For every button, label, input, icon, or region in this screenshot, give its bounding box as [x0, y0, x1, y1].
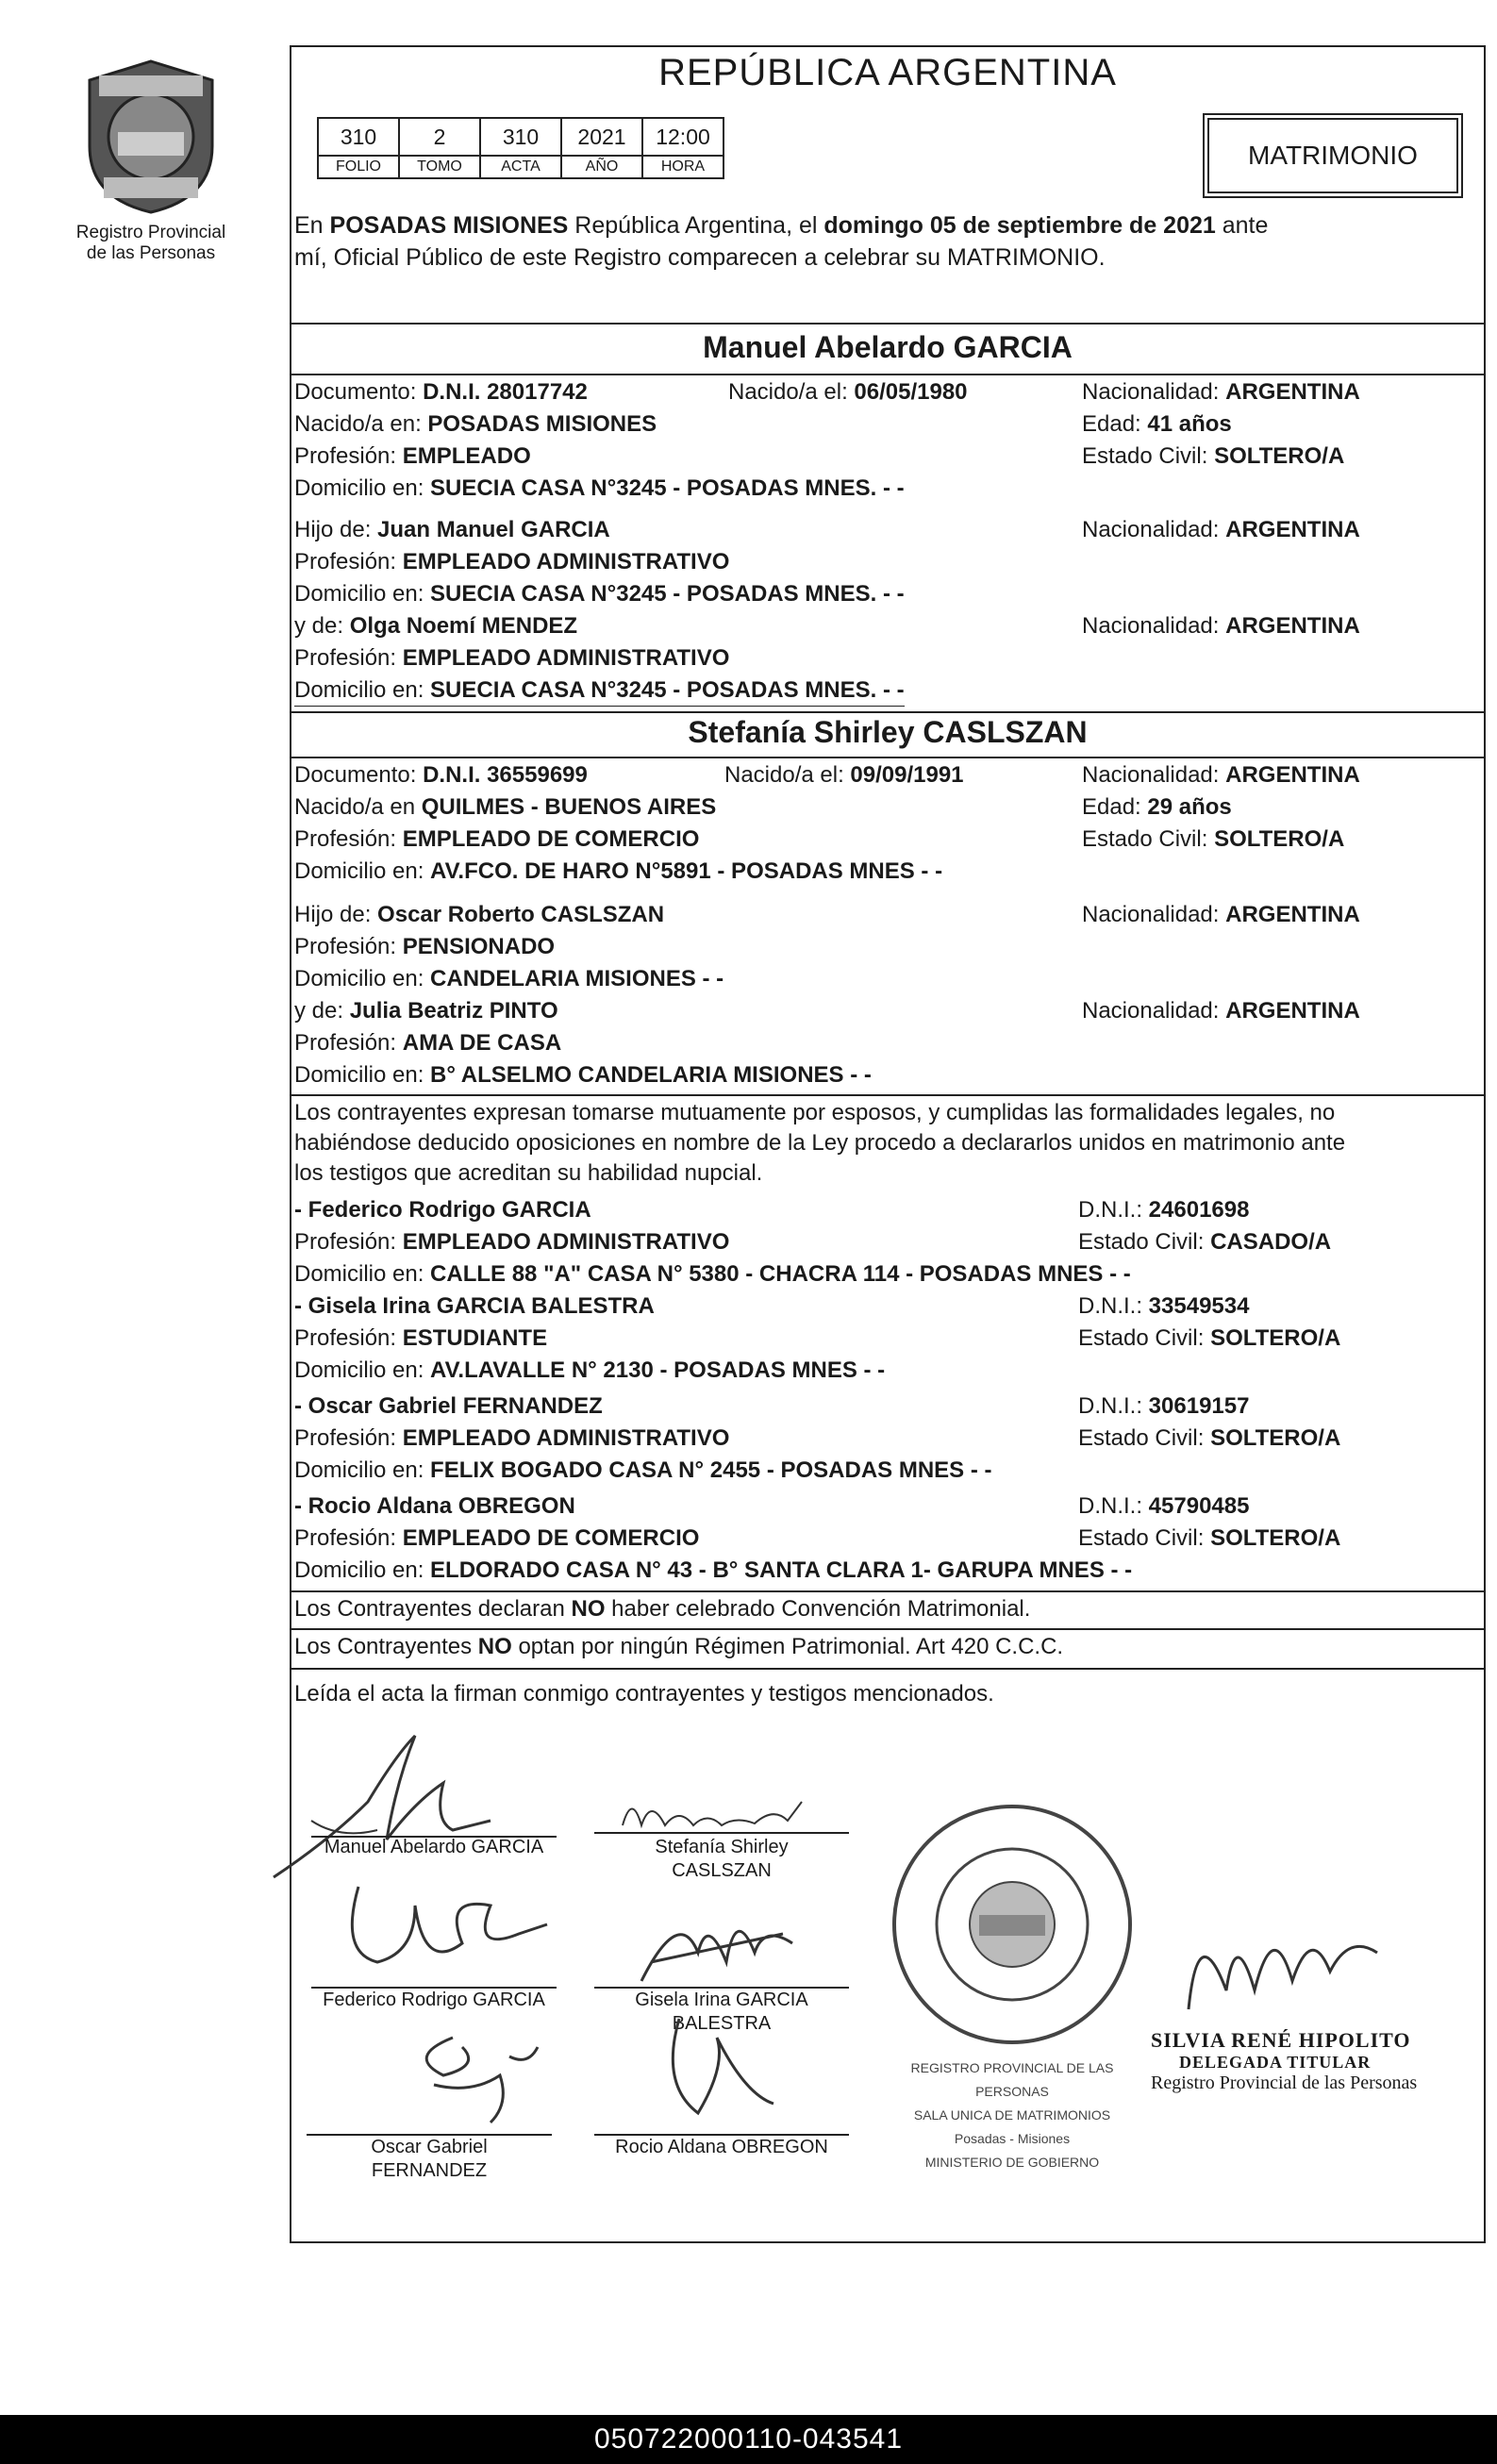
- intro-line2: mí, Oficial Público de este Registro comparecen a celebrar su MATRIMONIO.: [294, 244, 1106, 271]
- spouse2-mother-nat: ARGENTINA: [1225, 998, 1360, 1024]
- spouse1-father-nat: ARGENTINA: [1225, 517, 1360, 542]
- official-stamp-icon: [885, 1797, 1139, 2052]
- intro-paragraph: En POSADAS MISIONES República Argentina, el domingo 05 de septiembre de 2021 ante mí, Oficial Público de este Registro comparecen a celebrar su MATRIMONIO.: [294, 209, 1268, 274]
- signature-4-label: Gisela Irina GARCIA BALESTRA: [635, 1990, 808, 2034]
- official-role: DELEGADA TITULAR: [1179, 2053, 1372, 2072]
- page-title: REPÚBLICA ARGENTINA: [658, 52, 1117, 93]
- spouse1-mother-nat: ARGENTINA: [1225, 613, 1360, 639]
- spouse1-civil: SOLTERO/A: [1214, 443, 1345, 469]
- logo-caption-line1: Registro Provincial: [75, 223, 226, 242]
- spouse2-doc: D.N.I. 36559699: [423, 762, 588, 788]
- spouse1-nat: ARGENTINA: [1225, 379, 1360, 405]
- spouse1-name: Manuel Abelardo GARCIA: [703, 330, 1073, 364]
- witness-3-prof: EMPLEADO ADMINISTRATIVO: [402, 1425, 730, 1451]
- hora-label: HORA: [642, 156, 724, 178]
- act-reference-table: [317, 117, 724, 179]
- witness-4-prof: EMPLEADO DE COMERCIO: [402, 1525, 700, 1551]
- spouse2-father-nat: ARGENTINA: [1225, 902, 1360, 927]
- witness-4-name: - Rocio Aldana OBREGON: [294, 1493, 575, 1519]
- witness-3-dni: 30619157: [1148, 1393, 1250, 1419]
- hora-value: 12:00: [642, 118, 724, 156]
- closing-statement: Leída el acta la firman conmigo contrayentes y testigos mencionados.: [294, 1681, 994, 1706]
- spouse2-dom: AV.FCO. DE HARO N°5891 - POSADAS MNES - -: [430, 858, 943, 884]
- anio-value: 2021: [561, 118, 642, 156]
- anio-label: AÑO: [561, 156, 642, 178]
- official-office: Registro Provincial de las Personas: [1151, 2073, 1418, 2093]
- tomo-value: 2: [399, 118, 480, 156]
- spouse1-birthplace: POSADAS MISIONES: [427, 411, 657, 437]
- folio-value: 310: [318, 118, 399, 156]
- witness-2-dom: AV.LAVALLE N° 2130 - POSADAS MNES - -: [430, 1357, 886, 1383]
- spouse2-father-dom: CANDELARIA MISIONES - -: [430, 966, 724, 991]
- spouse2-born: 09/09/1991: [850, 762, 964, 788]
- witness-1-civil: CASADO/A: [1210, 1229, 1332, 1255]
- folio-label: FOLIO: [318, 156, 399, 178]
- spouse1-father-prof: EMPLEADO ADMINISTRATIVO: [402, 549, 730, 574]
- signature-2-label: Stefanía Shirley CASLSZAN: [655, 1837, 789, 1881]
- spouse2-nat: ARGENTINA: [1225, 762, 1360, 788]
- spouse2-age: 29 años: [1147, 794, 1232, 820]
- witness-1-dni: 24601698: [1148, 1197, 1250, 1223]
- logo-caption-line2: de las Personas: [86, 243, 216, 263]
- regime-line2: Los Contrayentes NO optan por ningún Régimen Patrimonial. Art 420 C.C.C.: [294, 1634, 1064, 1659]
- witness-2-prof: ESTUDIANTE: [402, 1325, 548, 1351]
- signature-5-icon: [396, 2019, 557, 2132]
- spouse2-father-prof: PENSIONADO: [402, 934, 556, 959]
- spouse1-prof: EMPLEADO: [402, 443, 531, 469]
- witness-2-dni: 33549534: [1148, 1293, 1250, 1319]
- spouse1-mother-prof: EMPLEADO ADMINISTRATIVO: [402, 645, 730, 671]
- spouse2-father: Oscar Roberto CASLSZAN: [377, 902, 665, 927]
- witness-1-prof: EMPLEADO ADMINISTRATIVO: [402, 1229, 730, 1255]
- tomo-label: TOMO: [399, 156, 480, 178]
- signature-3-icon: [321, 1868, 566, 1990]
- spouse1-born: 06/05/1980: [854, 379, 968, 405]
- signature-3-label: Federico Rodrigo GARCIA: [323, 1990, 545, 2010]
- witness-4-dom: ELDORADO CASA N° 43 - B° SANTA CLARA 1- GARUPA MNES - -: [430, 1557, 1133, 1583]
- official-block: [1151, 2028, 1434, 2094]
- intro-date: domingo 05 de septiembre de 2021: [823, 212, 1216, 239]
- witness-3-dom: FELIX BOGADO CASA N° 2455 - POSADAS MNES - -: [430, 1457, 992, 1483]
- stamp-text: REGISTRO PROVINCIAL DE LAS PERSONAS SALA UNICA DE MATRIMONIOS Posadas - Misiones MINISTERIO DE GOBIERNO: [910, 2060, 1114, 2170]
- signature-6-label: Rocio Aldana OBREGON: [615, 2137, 828, 2157]
- declaration-line3: los testigos que acreditan su habilidad nupcial.: [294, 1160, 763, 1186]
- witness-2-civil: SOLTERO/A: [1210, 1325, 1341, 1351]
- spouse2-mother-prof: AMA DE CASA: [402, 1030, 562, 1056]
- declaration-line1: Los contrayentes expresan tomarse mutuamente por esposos, y cumplidas las formalidades legales, no: [294, 1100, 1336, 1125]
- spouse1-mother-dom: SUECIA CASA N°3245 - POSADAS MNES. - -: [430, 677, 905, 703]
- official-name: SILVIA RENÉ HIPOLITO: [1151, 2028, 1411, 2052]
- acta-label: ACTA: [480, 156, 561, 178]
- witness-3-civil: SOLTERO/A: [1210, 1425, 1341, 1451]
- spouse1-doc: D.N.I. 28017742: [423, 379, 588, 405]
- spouse2-civil: SOLTERO/A: [1214, 826, 1345, 852]
- witness-4-civil: SOLTERO/A: [1210, 1525, 1341, 1551]
- witness-1-name: - Federico Rodrigo GARCIA: [294, 1197, 591, 1223]
- spouse1-mother: Olga Noemí MENDEZ: [349, 613, 578, 639]
- spouse1-age: 41 años: [1147, 411, 1232, 437]
- witness-2-name: - Gisela Irina GARCIA BALESTRA: [294, 1293, 655, 1319]
- witness-4-dni: 45790485: [1148, 1493, 1250, 1519]
- spouse2-birthplace: QUILMES - BUENOS AIRES: [421, 794, 717, 820]
- acta-value: 310: [480, 118, 561, 156]
- witness-1-dom: CALLE 88 "A" CASA N° 5380 - CHACRA 114 - POSADAS MNES - -: [430, 1261, 1131, 1287]
- declaration-line2: habiéndose deducido oposiciones en nombre de la Ley procedo a declararlos unidos en matrimonio ante: [294, 1130, 1346, 1156]
- spouse1-father: Juan Manuel GARCIA: [377, 517, 610, 542]
- signature-5-label: Oscar Gabriel FERNANDEZ: [371, 2137, 488, 2181]
- registry-logo: [57, 57, 245, 264]
- spouse1-father-dom: SUECIA CASA N°3245 - POSADAS MNES. - -: [430, 581, 905, 607]
- spouse1-dom: SUECIA CASA N°3245 - POSADAS MNES. - -: [430, 475, 905, 501]
- signature-1-icon: [255, 1726, 509, 1887]
- regime-line1: Los Contrayentes declaran NO haber celebrado Convención Matrimonial.: [294, 1596, 1031, 1622]
- official-signature-icon: [1170, 1896, 1396, 2028]
- act-type-box: MATRIMONIO: [1207, 118, 1458, 193]
- signature-1-label: Manuel Abelardo GARCIA: [324, 1837, 544, 1857]
- signature-4-icon: [623, 1896, 811, 2000]
- intro-place: POSADAS MISIONES: [329, 212, 569, 239]
- signature-6-icon: [641, 2009, 792, 2132]
- spouse2-prof: EMPLEADO DE COMERCIO: [402, 826, 700, 852]
- witness-3-name: - Oscar Gabriel FERNANDEZ: [294, 1393, 603, 1419]
- province-seal-icon: [80, 57, 222, 217]
- footer-code: 050722000110-043541: [0, 2415, 1497, 2464]
- spouse2-mother: Julia Beatriz PINTO: [349, 998, 558, 1024]
- spouse2-mother-dom: B° ALSELMO CANDELARIA MISIONES - -: [430, 1062, 872, 1088]
- spouse2-name: Stefanía Shirley CASLSZAN: [688, 715, 1088, 749]
